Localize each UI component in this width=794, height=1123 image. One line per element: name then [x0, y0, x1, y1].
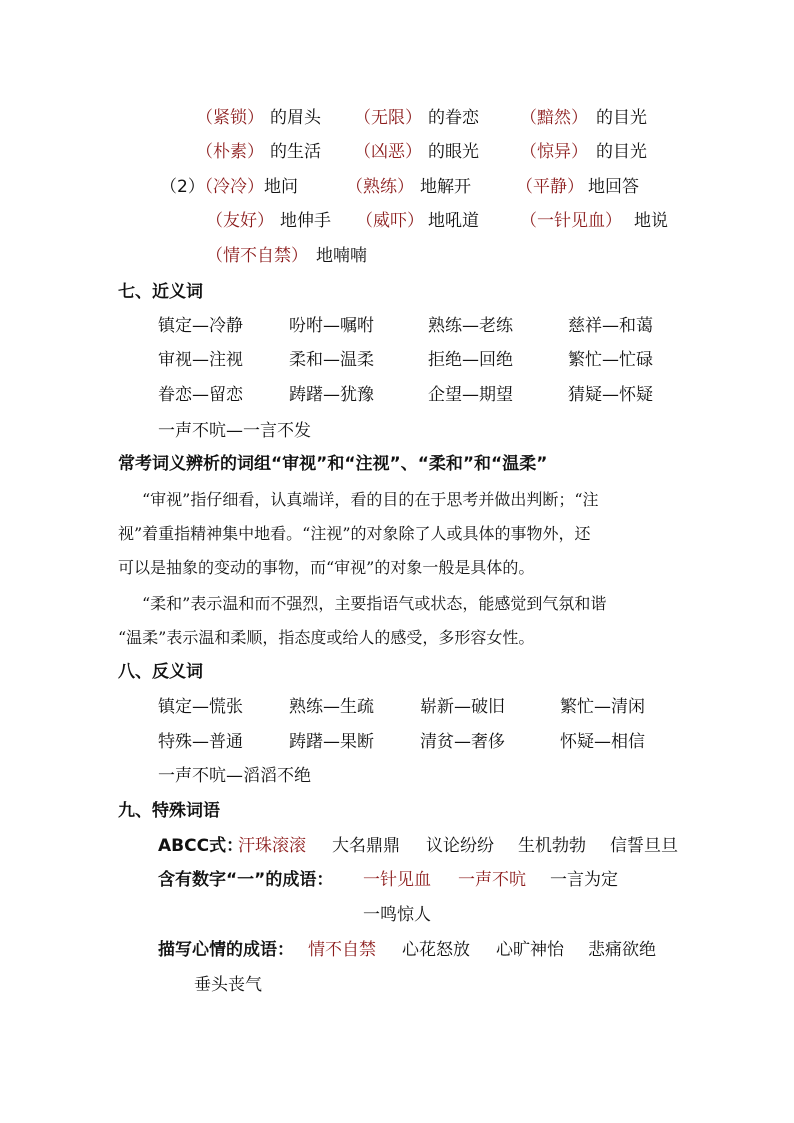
phrase-text: 的眼光: [428, 142, 479, 162]
word-pair: 眷恋—留恋: [158, 385, 243, 405]
analysis-heading: 常考词义辨析的词组“审视”和“注视”、“柔和”和“温柔”: [118, 454, 548, 474]
phrase-text: 地吼道: [428, 211, 479, 231]
phrase-word: （朴素）: [196, 142, 264, 162]
word-pair: 熟练—生疏: [289, 697, 374, 717]
word-pair: 踌躇—犹豫: [289, 385, 374, 405]
word-pair: 繁忙—清闲: [560, 697, 645, 717]
idiom: 生机勃勃: [518, 836, 586, 856]
phrase-text: 的目光: [596, 142, 647, 162]
idiom: 心花怒放: [402, 940, 470, 960]
idiom-highlight: 汗珠滚滚: [238, 836, 306, 856]
word-pair: 清贫—奢侈: [420, 732, 505, 752]
word-pair: 慈祥—和蔼: [568, 316, 653, 336]
phrase-text: 地解开: [420, 177, 471, 197]
word-pair: 特殊—普通: [158, 732, 243, 752]
abcc-label: ABCC式：: [158, 836, 244, 856]
word-pair: 柔和—温柔: [289, 350, 374, 370]
phrase-text: 的眉头: [270, 108, 321, 128]
analysis-line: “温柔”表示温和柔顺，指态度或给人的感受，多形容女性。: [118, 628, 535, 647]
idiom: 悲痛欲绝: [588, 940, 656, 960]
analysis-line: “柔和”表示温和而不强烈，主要指语气或状态，能感觉到气氛和谐: [142, 594, 607, 613]
phrase-word: （凶恶）: [354, 142, 422, 162]
idiom: 心旷神怡: [496, 940, 564, 960]
phrase-text: 的生活: [270, 142, 321, 162]
phrase-text: 地喃喃: [316, 246, 367, 266]
analysis-line: “审视”指仔细看，认真端详，看的目的在于思考并做出判断；“注: [142, 490, 599, 509]
word-pair: 镇定—慌张: [158, 697, 243, 717]
mood-idiom-label: 描写心情的成语：: [158, 940, 294, 960]
synonym-extra: 一声不吭—一言不发: [158, 421, 311, 441]
word-pair: 吩咐—嘱咐: [289, 316, 374, 336]
idiom: 信誓旦旦: [610, 836, 678, 856]
special-heading: 九、特殊词语: [118, 801, 220, 821]
phrase-text: 地问: [264, 177, 298, 197]
synonyms-heading: 七、近义词: [118, 282, 203, 302]
idiom: 一鸣惊人: [363, 905, 431, 925]
phrase-word: （熟练）: [346, 177, 414, 197]
phrase-text: 地伸手: [280, 211, 331, 231]
phrase-text: 地说: [634, 211, 668, 231]
word-pair: 熟练—老练: [428, 316, 513, 336]
item-number: （2）: [160, 177, 205, 197]
idiom-highlight: 情不自禁: [308, 940, 376, 960]
word-pair: 企望—期望: [428, 385, 513, 405]
number-idiom-label: 含有数字“一”的成语：: [158, 870, 334, 890]
phrase-text: 地回答: [588, 177, 639, 197]
phrase-word: （紧锁）: [196, 108, 264, 128]
antonym-extra: 一声不吭—滔滔不绝: [158, 766, 311, 786]
idiom: 一言为定: [550, 870, 618, 890]
word-pair: 镇定—冷静: [158, 316, 243, 336]
word-pair: 审视—注视: [158, 350, 243, 370]
idiom-highlight: 一针见血: [363, 870, 431, 890]
idiom: 大名鼎鼎: [332, 836, 400, 856]
phrase-text: 的目光: [596, 108, 647, 128]
phrase-word: （无限）: [354, 108, 422, 128]
word-pair: 崭新—破旧: [420, 697, 505, 717]
idiom-highlight: 一声不吭: [458, 870, 526, 890]
word-pair: 怀疑—相信: [560, 732, 645, 752]
word-pair: 踌躇—果断: [289, 732, 374, 752]
analysis-line: 可以是抽象的变动的事物，而“审视”的对象一般是具体的。: [118, 558, 535, 577]
phrase-word: （威吓）: [356, 211, 424, 231]
phrase-word: （惊异）: [520, 142, 588, 162]
word-pair: 繁忙—忙碌: [568, 350, 653, 370]
analysis-line: 视”着重指精神集中地看。“注视”的对象除了人或具体的事物外，还: [118, 524, 591, 543]
phrase-word: （友好）: [206, 211, 274, 231]
idiom: 垂头丧气: [194, 975, 262, 995]
word-pair: 猜疑—怀疑: [568, 385, 653, 405]
idiom: 议论纷纷: [426, 836, 494, 856]
word-pair: 拒绝—回绝: [428, 350, 513, 370]
phrase-text: 的眷恋: [428, 108, 479, 128]
antonyms-heading: 八、反义词: [118, 662, 203, 682]
phrase-word: （平静）: [516, 177, 584, 197]
phrase-word: （情不自禁）: [206, 246, 308, 266]
phrase-word: （一针见血）: [520, 211, 622, 231]
phrase-word: （冷冷）: [196, 177, 264, 197]
phrase-word: （黯然）: [520, 108, 588, 128]
